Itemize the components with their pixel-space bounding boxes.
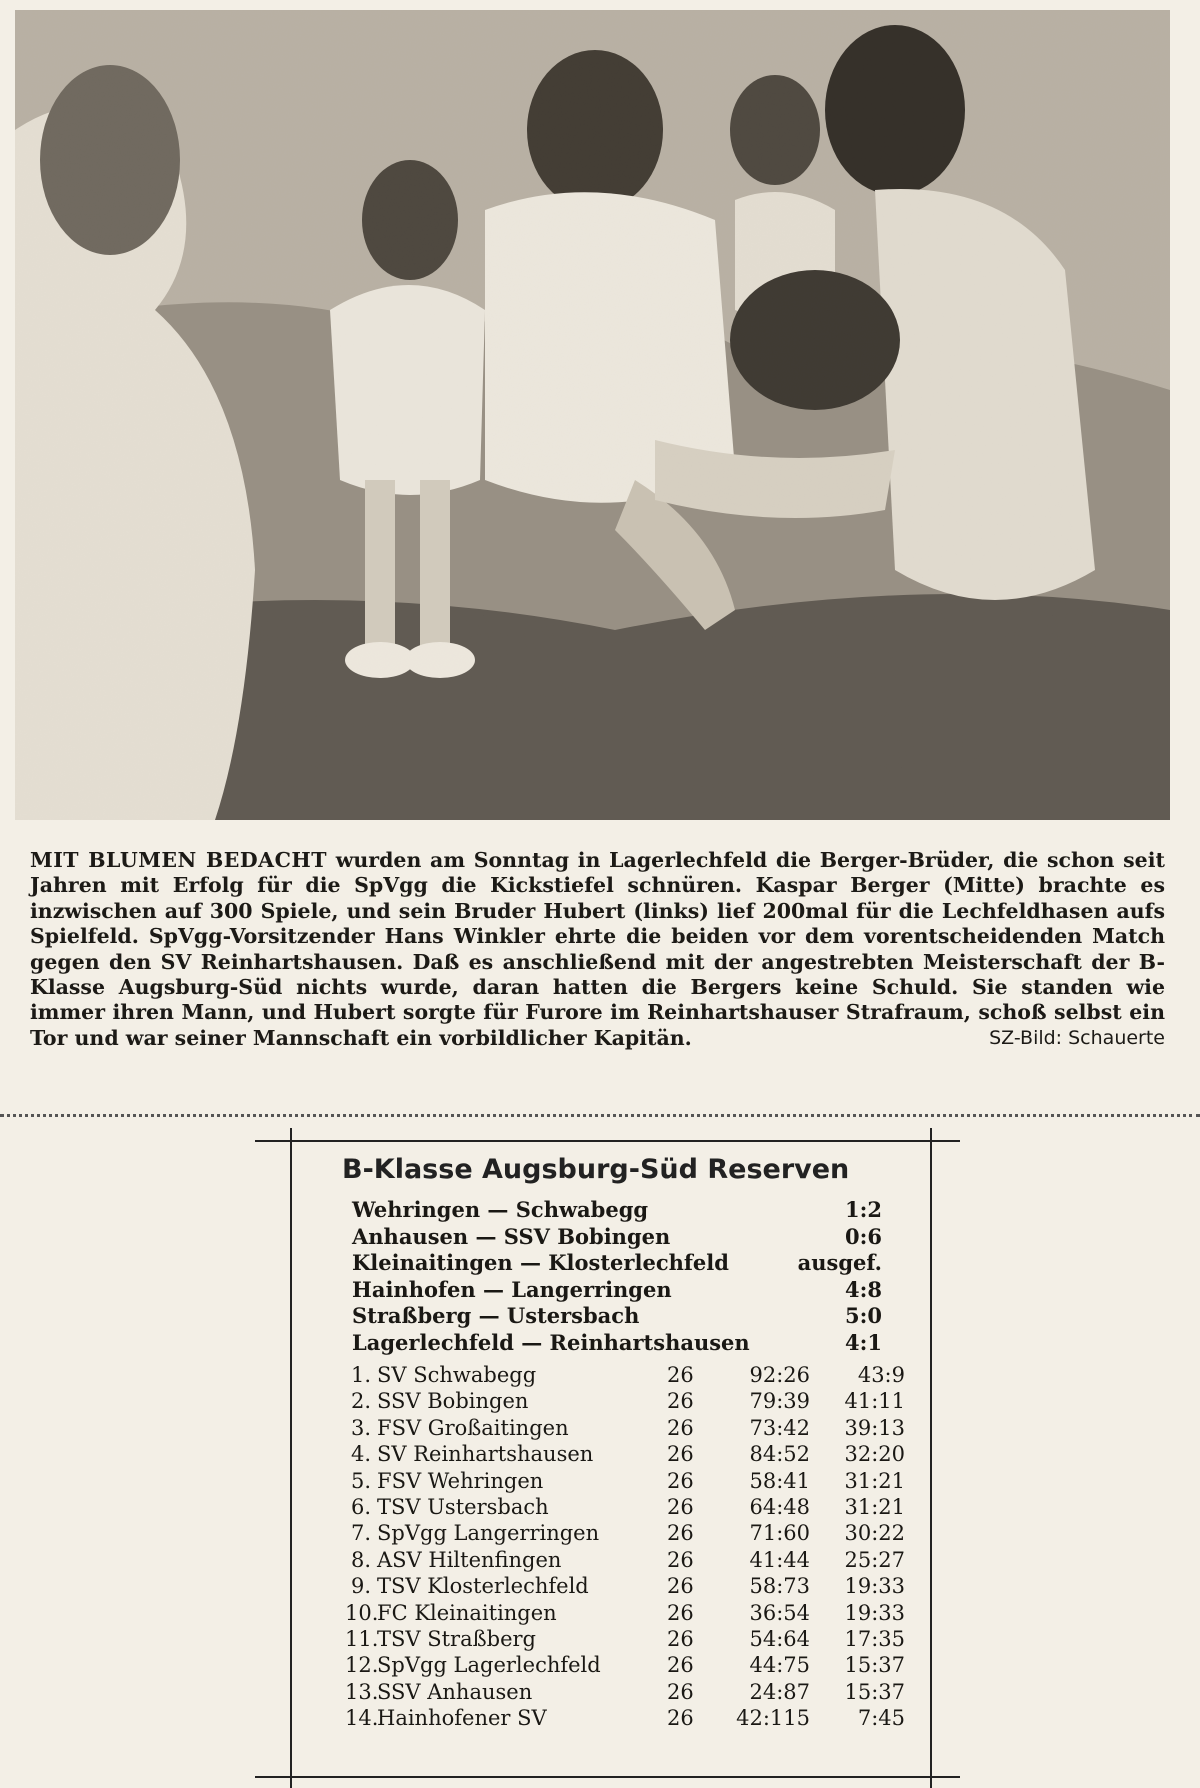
box-right-rule [930,1128,932,1788]
table-points: 19:33 [844,1574,905,1599]
table-team: SSV Bobingen [377,1389,529,1414]
table-position: 12. [345,1653,379,1678]
table-team: FC Kleinaitingen [377,1600,557,1625]
table-points: 19:33 [844,1600,905,1625]
table-games: 26 [667,1547,694,1572]
table-row [345,1362,905,1388]
table-team: Hainhofener SV [377,1706,547,1731]
table-goals: 79:39 [749,1389,810,1414]
table-goals: 58:73 [749,1574,810,1599]
table-position: 3. [350,1415,371,1440]
table-position: 5. [350,1468,371,1493]
table-row [345,1626,905,1652]
table-position: 1. [350,1363,371,1387]
table-goals: 44:75 [749,1653,810,1678]
photo-caption [30,848,1165,1051]
caption-text: wurden am Sonntag in Lagerlechfeld die Berger-Brüder, die schon seit Jahren mit Erfolg für die SpVgg die Kickstiefel schnüren. Kaspar Berger (Mitte) brachte es inzwischen auf 300 Spiele, und sein Bruder Hubert (links) lief 200mal für die Lechfeldhasen aufs Spielfeld. SpVgg-Vorsitzender Hans Winkler ehrte die beiden vor dem vorentscheidenden Match gegen den SV Reinhartshausen. Daß es anschließend mit der angestrebten Meisterschaft der B-Klasse Augsburg-Süd nichts wurde, daran hatten die Bergers keine Schuld. Sie standen wie immer ihren Mann, und Hubert sorgte für Furore im Reinhartshauser Strafraum, schoß selbst ein Tor und war seiner Mannschaft ein vorbildlicher Kapitän. [30,848,1165,1050]
table-row [345,1441,905,1467]
match-row [352,1223,882,1250]
match-score: 4:8 [845,1276,882,1302]
match-score: ausgef. [797,1250,882,1275]
table-points: 39:13 [844,1415,905,1440]
table-games: 26 [667,1442,694,1467]
table-team: SpVgg Lagerlechfeld [377,1653,601,1678]
table-row [345,1547,905,1573]
match-teams: Kleinaitingen — Klosterlechfeld [352,1250,729,1275]
match-score: 4:1 [845,1329,882,1355]
table-games: 26 [667,1679,694,1704]
table-goals: 24:87 [749,1679,810,1704]
table-row [345,1600,905,1626]
table-games: 26 [667,1600,694,1625]
table-games: 26 [667,1468,694,1493]
table-position: 10. [345,1600,379,1625]
table-position: 14. [345,1706,379,1731]
table-team: FSV Wehringen [377,1468,544,1493]
table-goals: 36:54 [749,1600,810,1625]
results-title: B-Klasse Augsburg-Süd Reserven [342,1154,850,1185]
match-score: 0:6 [845,1223,882,1249]
table-games: 26 [667,1706,694,1731]
caption-lead: MIT BLUMEN BEDACHT [30,848,328,872]
table-goals: 58:41 [749,1468,810,1493]
match-row [352,1249,882,1276]
table-team: SV Reinhartshausen [377,1442,594,1467]
table-points: 41:11 [844,1389,905,1414]
table-points: 43:9 [857,1363,905,1387]
table-team: SSV Anhausen [377,1679,533,1704]
box-top-rule [255,1140,960,1142]
table-points: 32:20 [844,1442,905,1467]
table-position: 2. [350,1389,371,1414]
table-points: 15:37 [844,1679,905,1704]
match-teams: Straßberg — Ustersbach [352,1303,640,1328]
photo-credit: SZ-Bild: Schauerte [989,1026,1165,1049]
table-row [345,1705,905,1731]
match-score: 1:2 [845,1197,882,1222]
match-row [352,1302,882,1329]
table-team: ASV Hiltenfingen [377,1547,562,1572]
table-row [345,1652,905,1678]
table-team: TSV Straßberg [377,1627,536,1651]
table-row [345,1415,905,1441]
table-points: 25:27 [844,1547,905,1572]
table-row [345,1388,905,1414]
table-goals: 64:48 [749,1495,810,1519]
table-team: SV Schwabegg [377,1363,537,1387]
box-bottom-rule [255,1776,960,1778]
table-games: 26 [667,1495,694,1519]
match-row [352,1329,882,1356]
table-goals: 71:60 [749,1521,810,1546]
table-goals: 73:42 [749,1415,810,1440]
table-points: 17:35 [844,1627,905,1651]
table-row [345,1520,905,1546]
table-games: 26 [667,1389,694,1414]
table-goals: 54:64 [749,1627,810,1651]
table-team: SpVgg Langerringen [377,1521,600,1546]
table-row [345,1468,905,1494]
match-teams: Lagerlechfeld — Reinhartshausen [352,1329,750,1355]
table-goals: 42:115 [736,1706,810,1731]
match-teams: Wehringen — Schwabegg [352,1197,649,1222]
table-points: 30:22 [844,1521,905,1546]
table-row [345,1494,905,1520]
table-team: TSV Klosterlechfeld [377,1574,589,1599]
table-points: 31:21 [844,1495,905,1519]
match-score: 5:0 [845,1303,882,1328]
table-team: TSV Ustersbach [377,1495,549,1519]
table-games: 26 [667,1653,694,1678]
table-position: 7. [350,1521,371,1546]
match-teams: Hainhofen — Langerringen [352,1276,672,1302]
table-row [345,1679,905,1705]
table-position: 6. [350,1495,371,1519]
table-team: FSV Großaitingen [377,1415,569,1440]
table-games: 26 [667,1363,694,1387]
table-games: 26 [667,1521,694,1546]
table-points: 31:21 [844,1468,905,1493]
table-position: 13. [345,1679,379,1704]
table-points: 7:45 [857,1706,905,1731]
table-games: 26 [667,1415,694,1440]
table-games: 26 [667,1627,694,1651]
box-left-rule [290,1128,292,1788]
match-row [352,1196,882,1223]
table-goals: 92:26 [749,1363,810,1387]
press-photo [15,10,1170,820]
table-position: 8. [350,1547,371,1572]
table-position: 9. [350,1574,371,1599]
table-row [345,1573,905,1599]
clipping-divider [0,1114,1200,1117]
table-games: 26 [667,1574,694,1599]
match-row [352,1276,882,1303]
press-photo-image [15,10,1170,820]
table-position: 11. [345,1627,379,1651]
table-goals: 41:44 [749,1547,810,1572]
table-position: 4. [350,1442,371,1467]
table-goals: 84:52 [749,1442,810,1467]
table-points: 15:37 [844,1653,905,1678]
match-teams: Anhausen — SSV Bobingen [352,1223,671,1249]
